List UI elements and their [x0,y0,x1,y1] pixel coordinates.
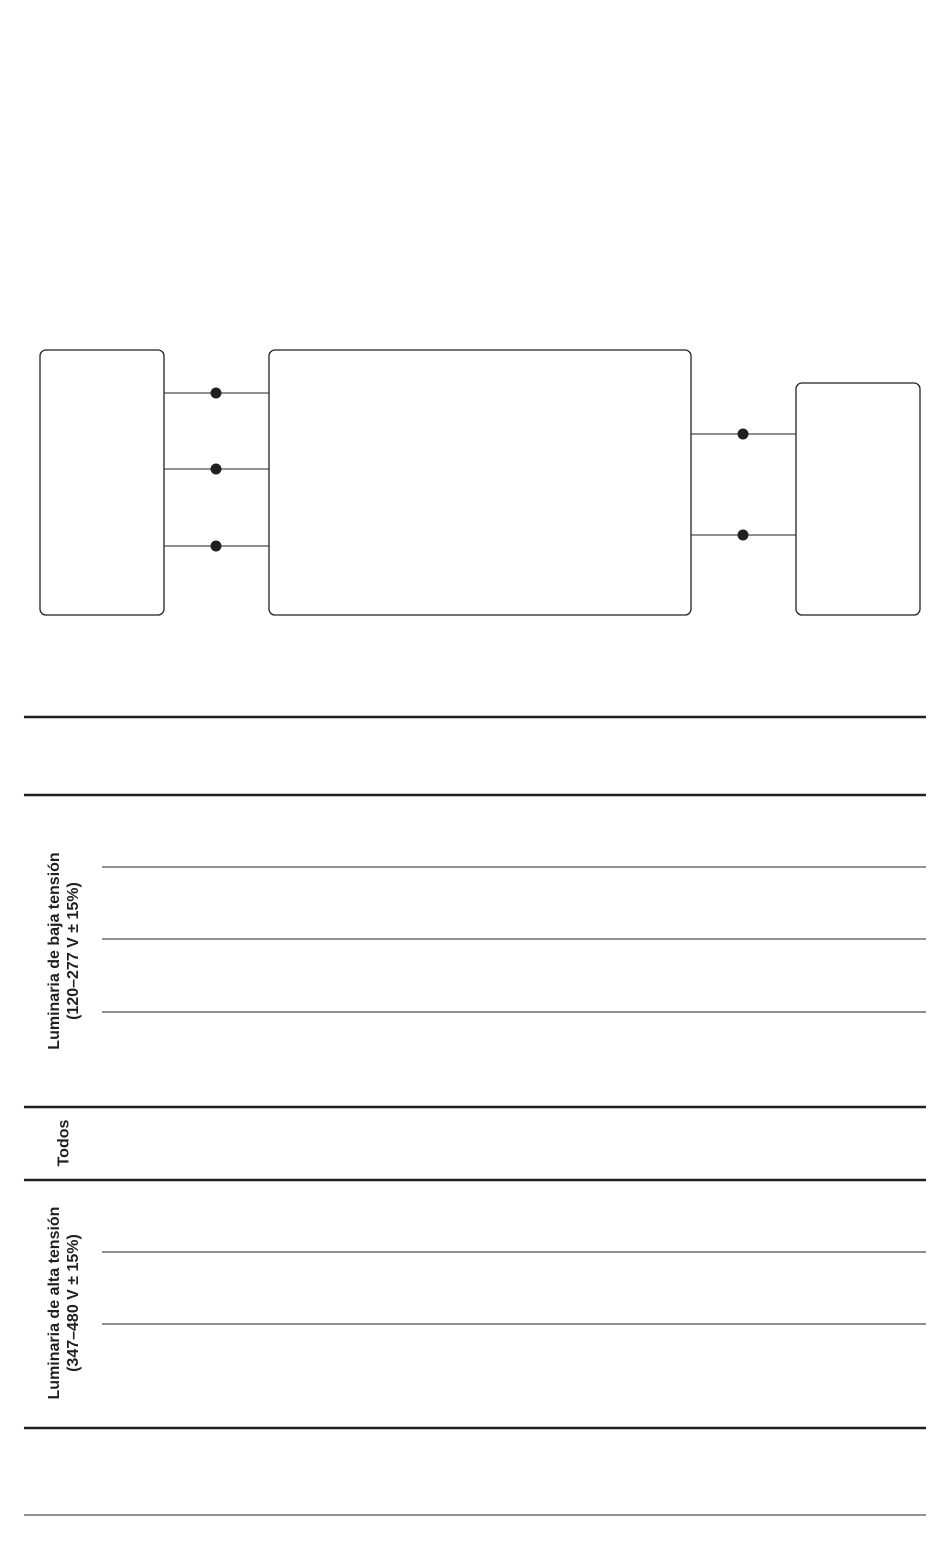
high-voltage-label-line1: Luminaria de alta tensión [46,1206,63,1400]
all-group-label [55,1120,74,1167]
left-junction-2 [211,464,222,475]
low-voltage-label-line2: (120–277 V ± 15%) [65,882,82,1020]
high-voltage-group-label [45,1207,83,1400]
left-junction-1 [211,388,222,399]
center-block [269,350,691,615]
right-junction-1 [738,429,749,440]
right-block [796,383,920,615]
left-junction-3 [211,541,222,552]
low-voltage-group-label [45,852,83,1049]
low-voltage-label-line1: Luminaria de baja tensión [46,852,63,1050]
all-label-text: Todos [55,1119,73,1167]
left-block [40,350,164,615]
right-junction-2 [738,530,749,541]
high-voltage-label-line2: (347–480 V ± 15%) [65,1234,82,1372]
